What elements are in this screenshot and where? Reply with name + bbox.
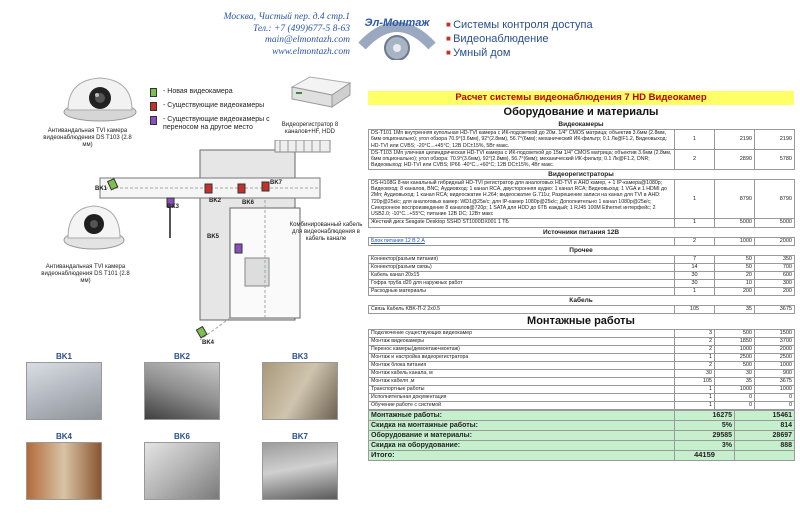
item-sum: 1500 — [755, 329, 795, 337]
thumbnail-label: BK7 — [291, 432, 308, 441]
item-name: Монтаж видеокамеры — [369, 337, 675, 345]
table-row — [369, 337, 795, 345]
item-qty: 1 — [675, 218, 715, 227]
thumbnail-image — [144, 442, 220, 500]
table-row — [369, 287, 795, 295]
item-qty: 1 — [675, 287, 715, 295]
item-qty: 2 — [675, 345, 715, 353]
item-qty: 3 — [675, 329, 715, 337]
item-qty: 1 — [675, 353, 715, 361]
table-row — [369, 353, 795, 361]
item-qty: 1 — [675, 130, 715, 150]
item-sum: 0 — [755, 393, 795, 401]
item-qty: 14 — [675, 263, 715, 271]
legend-item — [150, 116, 270, 140]
item-sum: 700 — [755, 263, 795, 271]
item-name: Монтаж блока питания — [369, 361, 675, 369]
cameras-table — [368, 129, 795, 170]
total-value: 16275 — [675, 410, 735, 420]
item-price: 1850 — [715, 337, 755, 345]
item-name: Коннектор(разъем питания) — [369, 255, 675, 263]
legend — [150, 88, 270, 140]
email-line: main@elmontazh.com — [265, 35, 350, 45]
item-sum: 0 — [755, 401, 795, 409]
item-price: 35 — [715, 305, 755, 313]
item-qty: 30 — [675, 369, 715, 377]
dvr-image — [288, 73, 352, 113]
item-qty: 1 — [675, 393, 715, 401]
item-price: 1000 — [715, 385, 755, 393]
service-item: ■ Умный дом — [446, 46, 593, 60]
item-sum: 8790 — [755, 179, 795, 218]
grand-total-value: 44159 — [675, 450, 735, 460]
item-name: DS-H108G 8-ми канальный гибридный HD-TVI регистратор для аналоговых HD-TVI и AHD камер, + 1 IP-камера@1080p; Видеовход: 8 каналов, BNC; Аудиовход: 1 канал RCA, двусторонняя аудио: 1 канал RCA; Видеовыход: 1 VGA и 1 HDMI до 2Мп; Аудиовыход: 1 канал RCA; видеосжатие H.264; видеосжатие G.711u; Разрешение записи на канал для TVI в AHD: 720p@25к/с; для аналоговых камер: WD1@25к/с; для IP-камер 1080p@25к/с; Дополнительно 1 канал 1080p@25к/с; Синхронное воспроизведение 8 каналов@720p; 1 SATA для HDD до 6ТБ каждый; 1 RJ45 100M Ethernet интерфейс; 2 USB2.0; -10°C...+55°C; питание 12В DC; 12Вт макс — [369, 179, 675, 218]
item-price: 2500 — [715, 353, 755, 361]
table-row — [369, 255, 795, 263]
item-name: Жесткий диск Seagate Desktop SSHD ST1000DX001 1 ТБ — [369, 218, 675, 227]
table-row — [369, 149, 795, 169]
works-table — [368, 329, 795, 410]
total-label: Оборудование и материалы: — [369, 430, 675, 440]
camera-thumbnail — [262, 352, 338, 420]
camera-thumbnail — [26, 352, 102, 420]
item-sum: 5000 — [755, 218, 795, 227]
legend-item — [150, 88, 270, 102]
thumbnail-label: BK1 — [55, 352, 72, 361]
legend-swatch — [150, 88, 157, 97]
total-value: 814 — [735, 420, 795, 430]
table-row — [369, 369, 795, 377]
table-row — [369, 130, 795, 150]
item-name: Монтаж и настройка видеорегистратора — [369, 353, 675, 361]
item-name: Гофра труба d20 для наружных работ — [369, 279, 675, 287]
item-qty: 2 — [675, 361, 715, 369]
total-value: 28697 — [735, 430, 795, 440]
camera-thumbnail — [144, 352, 220, 420]
title-number: 7 — [624, 92, 630, 103]
item-sum: 3700 — [755, 337, 795, 345]
legend-item — [150, 102, 270, 116]
table-row — [369, 385, 795, 393]
plan-tag: BK6 — [242, 200, 255, 206]
item-price: 35 — [715, 377, 755, 385]
title-suffix: HD Видеокамер — [632, 92, 707, 103]
dvr-table — [368, 179, 795, 228]
total-value: 29585 — [675, 430, 735, 440]
title-prefix: Расчет системы видеонаблюдения — [455, 92, 622, 103]
total-row — [369, 410, 795, 420]
item-name: Расходные материалы — [369, 287, 675, 295]
item-price: 20 — [715, 271, 755, 279]
item-name: Коннектор(разъем связь) — [369, 263, 675, 271]
table-row — [369, 401, 795, 409]
table-row — [369, 329, 795, 337]
thumbnail-image — [262, 442, 338, 500]
cable-label: Комбинированный кабель для видеонаблюдения в кабель канале — [289, 222, 363, 242]
item-name: Подключение существующих видеокамер — [369, 329, 675, 337]
item-qty: 1 — [675, 179, 715, 218]
item-price: 5000 — [715, 218, 755, 227]
item-price: 10 — [715, 279, 755, 287]
grand-total-label: Итого: — [369, 450, 675, 460]
camera-thumbnail — [26, 432, 102, 500]
item-price: 2190 — [715, 130, 755, 150]
item-qty: 7 — [675, 255, 715, 263]
subsection-power: Источники питания 12В — [542, 228, 620, 236]
legend-swatch — [150, 102, 157, 111]
dome-camera-image — [60, 72, 140, 124]
total-label: Скидка на монтажные работы: — [369, 420, 675, 430]
thumbnail-label: BK3 — [291, 352, 308, 361]
section-works: Монтажные работы — [527, 314, 635, 327]
item-price: 0 — [715, 401, 755, 409]
item-name: DS-T103 1Мп уличная цилиндрическая HD-TVI камера с ИК-подсветкой до 15м 1/4" CMOS матрица; объектив 3.6мм (2.8мм, 6мм опционально); угол обзора: 70.9°(3.6мм), 92°(2.8мм), 56.7°(6мм); механический ИК-фильтр; 0.1 Лк@F1.2, DNR; Видеовыход: HD-TVI или CVBS; IP66 -40°C...+60°C; 12В DC±15%, 4Вт макс. — [369, 149, 675, 169]
total-value: 3% — [675, 440, 735, 450]
services-list — [446, 18, 593, 60]
item-qty: 1 — [675, 385, 715, 393]
dome-camera-label: Антивандальная TVI камера видеонаблюдения DS T103 (2.8 мм) — [43, 128, 132, 148]
table-row — [369, 305, 795, 313]
table-row — [369, 361, 795, 369]
thumbnail-label: BK2 — [173, 352, 190, 361]
item-sum: 2000 — [755, 345, 795, 353]
table-row — [369, 271, 795, 279]
table-row — [369, 345, 795, 353]
item-sum: 1000 — [755, 361, 795, 369]
thumbnail-image — [26, 362, 102, 420]
item-qty: 30 — [675, 271, 715, 279]
item-price: 0 — [715, 393, 755, 401]
address-line: Москва, Чистый пер. д.4 стр.1 — [223, 12, 350, 22]
item-sum: 350 — [755, 255, 795, 263]
item-qty: 30 — [675, 279, 715, 287]
item-sum: 3675 — [755, 377, 795, 385]
item-name: Исполнительная документация — [369, 393, 675, 401]
total-value: 5% — [675, 420, 735, 430]
table-row — [369, 377, 795, 385]
item-price: 1000 — [715, 237, 755, 245]
cable-table — [368, 305, 795, 314]
subsection-cable: Кабель — [569, 296, 593, 304]
subsection-cameras: Видеокамеры — [558, 121, 604, 128]
item-qty: 2 — [675, 149, 715, 169]
item-name: Монтаж кабель канала, м — [369, 369, 675, 377]
item-sum: 300 — [755, 279, 795, 287]
item-price: 30 — [715, 369, 755, 377]
logo-text: Эл-Монтаж — [364, 17, 430, 29]
plan-tag: BK7 — [270, 180, 283, 186]
item-sum: 2000 — [755, 237, 795, 245]
thumbnail-label: BK6 — [173, 432, 190, 441]
total-row — [369, 420, 795, 430]
grand-total-row — [369, 450, 795, 460]
total-label: Монтажные работы: — [369, 410, 675, 420]
subsection-dvr: Видеорегистраторы — [548, 170, 614, 178]
table-row — [369, 393, 795, 401]
item-price: 50 — [715, 263, 755, 271]
item-name: Кабель канал 20x15 — [369, 271, 675, 279]
item-link[interactable]: Блок питания 12 В 2 А — [369, 237, 675, 245]
item-price: 8790 — [715, 179, 755, 218]
phone-line: Тел.: +7 (499)677-5 8-63 — [252, 23, 350, 34]
item-price: 500 — [715, 329, 755, 337]
item-name: Перенос камеры(демонтаж+монтаж) — [369, 345, 675, 353]
item-sum: 2190 — [755, 130, 795, 150]
table-row — [369, 279, 795, 287]
section-equipment: Оборудование и материалы — [503, 106, 659, 118]
item-price: 50 — [715, 255, 755, 263]
item-sum: 2500 — [755, 353, 795, 361]
service-item: ■ Видеонаблюдение — [446, 32, 593, 46]
item-qty: 2 — [675, 337, 715, 345]
item-qty: 105 — [675, 377, 715, 385]
legend-label: - Существующие видеокамеры — [163, 102, 265, 109]
item-qty: 105 — [675, 305, 715, 313]
item-name: DS-T101 1Мп внутренняя купольная HD-TVI камера с ИК-подсветкой до 20м. 1/4" CMOS матрица; объектив 3.6мм (2.8мм, 6мм опционально); угол обзора 70.9°(3.6мм), 92°(2.8мм), 56.7°(6мм); механический ИК-фильтр; 0.1 Лк@F1.2, Видеовыход: HD-TVI или CVBS; -20°C...+45°C; 12В DC±15%, 5Вт макс. — [369, 130, 675, 150]
total-label: Скидка на оборудование: — [369, 440, 675, 450]
floor-plan — [30, 140, 375, 360]
item-sum: 600 — [755, 271, 795, 279]
table-row — [369, 218, 795, 227]
item-qty: 2 — [675, 237, 715, 245]
plan-tag: BK3 — [167, 204, 180, 210]
total-value: 15461 — [735, 410, 795, 420]
item-price: 2890 — [715, 149, 755, 169]
plan-tag: BK1 — [95, 186, 108, 192]
item-price: 1000 — [715, 345, 755, 353]
website-line: www.elmontazh.com — [272, 46, 350, 57]
subsection-other: Прочее — [569, 246, 593, 254]
item-sum: 5780 — [755, 149, 795, 169]
item-name: Монтаж кабеля ,м — [369, 377, 675, 385]
item-sum: 3675 — [755, 305, 795, 313]
legend-label: - Новая видеокамера — [163, 88, 233, 95]
thumbnail-label: BK4 — [55, 432, 72, 441]
service-item: ■ Системы контроля доступа — [446, 18, 593, 32]
estimate-title — [368, 91, 794, 105]
legend-swatch — [150, 116, 157, 125]
thumbnail-image — [144, 362, 220, 420]
estimate-table — [368, 91, 794, 461]
dvr-label: Видеорегистратор 8 каналов+HF, HDD — [281, 122, 339, 135]
item-name: Обучение работе с системой — [369, 401, 675, 409]
other-table — [368, 255, 795, 296]
item-name: Транспортные работы — [369, 385, 675, 393]
item-price: 500 — [715, 361, 755, 369]
company-logo — [352, 2, 442, 60]
plan-tag: BK5 — [207, 234, 220, 240]
table-row — [369, 179, 795, 218]
table-row — [369, 237, 795, 245]
total-row — [369, 440, 795, 450]
camera-thumbnail — [144, 432, 220, 500]
power-table — [368, 237, 795, 246]
item-sum: 1000 — [755, 385, 795, 393]
total-value: 888 — [735, 440, 795, 450]
indoor-camera-label: Антивандальная TVI камера видеонаблюдения DS T101 (2.8 мм) — [41, 264, 130, 284]
legend-label: - Существующие видеокамеры с переносом на другое место — [163, 116, 270, 131]
item-price: 200 — [715, 287, 755, 295]
table-row — [369, 263, 795, 271]
company-address — [190, 12, 350, 58]
totals-table — [368, 410, 795, 461]
item-name: Связь Кабель KBK-П-2 2x0.5 — [369, 305, 675, 313]
item-sum: 200 — [755, 287, 795, 295]
thumbnail-image — [26, 442, 102, 500]
camera-thumbnail — [262, 432, 338, 500]
item-qty: 1 — [675, 401, 715, 409]
plan-tag: BK2 — [209, 198, 222, 204]
plan-tag: BK4 — [202, 340, 215, 346]
total-row — [369, 430, 795, 440]
item-sum: 900 — [755, 369, 795, 377]
grand-total-empty — [735, 450, 795, 460]
thumbnail-image — [262, 362, 338, 420]
